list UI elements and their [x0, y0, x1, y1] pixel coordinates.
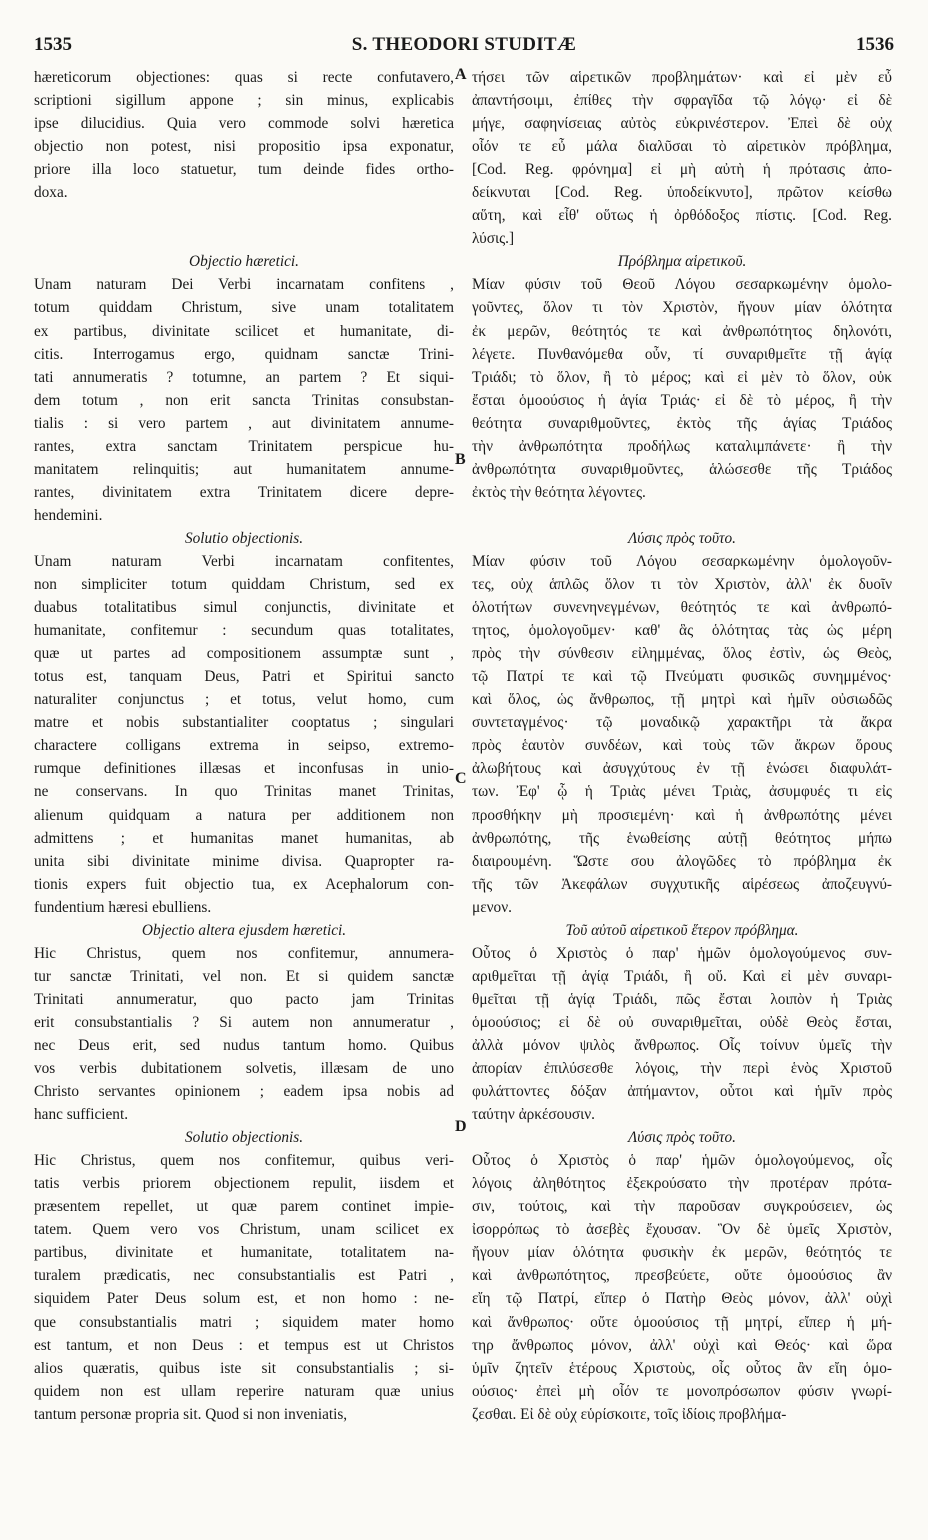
text-line: tionis expers fuit objectio tua, ex Acephalorum con-	[34, 875, 454, 893]
text-line: καὶ ἄνθρωπος· οὔτε ὁμοούσιος τῇ μητρί, εἴπερ ἡ μή-	[472, 1313, 892, 1331]
text-line: tatem. Quem vero vos Christum, unam scilicet ex	[34, 1221, 454, 1239]
text-line: manitatem relinquitis; aut humanitatem annume-	[34, 460, 454, 478]
text-line: ταύτην ἀρκέσουσιν.	[472, 1106, 595, 1124]
latin-objectio-2	[34, 942, 454, 1126]
text-line: Μίαν φύσιν τοῦ Λόγου σεσαρκωμένην ὁμολογοῦν-	[472, 552, 892, 570]
text-line: alienum quidquam a natura per additionem non	[34, 806, 454, 824]
section-heading: Πρόβλημα αἱρετικοῦ.	[617, 253, 747, 271]
text-line: ἰσορρόπως τὸ ἀσεβὲς ἔχουσαν. Ὃν δὲ ὑμεῖς Χριστὸν,	[472, 1221, 892, 1239]
text-line: dem totum , non erit sancta Trinitas consubstan-	[34, 391, 454, 409]
margin-marker: A	[455, 66, 467, 83]
text-line: τὴν ἀνθρωπότητα προδήλως καταλιμπάνετε· ἢ τὴν	[472, 437, 892, 455]
text-line: σιν, τούτοις, καὶ τὴν παροῦσαν συγκρούσειεν, ὡς	[472, 1198, 892, 1216]
text-line: priore illa loco statuetur, tum deinde fides ortho-	[34, 161, 454, 179]
text-line: αριθμεῖται τῇ ἁγίᾳ Τριάδι, ἢ οὔ. Καὶ εἰ μὲν συναρι-	[472, 967, 892, 985]
text-line: tur sanctæ Trinitati, vel non. Et si quidem sanctæ	[34, 967, 454, 985]
running-title: S. THEODORI STUDITÆ	[351, 34, 577, 55]
margin-marker: C	[455, 770, 467, 787]
text-line: γοῦντες, ὅλον τι τὸν Χριστὸν, ἤγουν μίαν ὁλότητα	[472, 299, 892, 317]
text-line: rantes, extra sanctam Trinitatem perspicue hu-	[34, 437, 454, 455]
text-line: erit consubstantialis ? Si autem non annumeratur ,	[34, 1013, 454, 1031]
text-line: vos verbis dubitationem solvetis, illæsam de uno	[34, 1060, 454, 1078]
text-line: ἐκτὸς τὴν θεότητα λέγοντες.	[472, 483, 646, 501]
text-line: que consubstantialis matri ; siquidem mater homo	[34, 1313, 454, 1331]
text-line: humanitate, confitemur : secundum quas totalitates,	[34, 622, 454, 640]
text-line: ούσιος· ἐπεὶ μὴ οἷόν τε μονοπρόσωπον φύσιν γνωρί-	[472, 1382, 892, 1400]
text-line: τητος, ὁμολογοῦμεν· καθ' ἃς ὁλότητας τὰς ὡς μέρη	[472, 622, 892, 640]
text-line: Christo servantes opinionem ; eadem ipsa nobis ad	[34, 1083, 454, 1101]
greek-problema-1	[472, 273, 892, 503]
text-line: rumque definitiones illæsas et inconfusas in unio-	[34, 760, 454, 778]
section-heading: Solutio objectionis.	[184, 1129, 304, 1147]
text-line: Hic Christus, quem nos confitemur, quibus veri-	[34, 1152, 454, 1170]
text-line: alios quæratis, quibus iste sit consubstantialis ; si-	[34, 1359, 454, 1377]
text-line: ex partibus, divinitate scilicet et humanitate, di-	[34, 322, 454, 340]
text-line: est tantum, et non Deus : et tempus est ut Christos	[34, 1336, 454, 1354]
text-line: naturaliter conjunctus ; et totus, velut homo, cum	[34, 691, 454, 709]
text-line: Μίαν φύσιν τοῦ Θεοῦ Λόγου σεσαρκωμένην ὁμολο-	[472, 276, 892, 294]
greek-problema-2	[472, 942, 892, 1126]
text-line: ἀνθρωπότης, τῆς ἑνωθείσης αὐτῇ θεότητος μήπω	[472, 829, 892, 847]
text-line: scriptioni sigillum appone ; sin minus, explicabis	[34, 92, 454, 110]
text-line: εἴη τῷ Πατρί, εἴπερ ὁ Πατὴρ Θεὸς μόνον, ἀλλ' οὐχὶ	[472, 1290, 892, 1308]
text-line: Τριάδι; τὸ ὅλον, ἢ τὸ μέρος; καὶ εἰ μὲν τὸ ὅλον, οὐκ	[472, 368, 892, 386]
text-line: μενον.	[472, 898, 512, 916]
text-line: [Cod. Reg. φρόνημα] εἰ μὴ αὐτὴ ἡ πρότασις ἀπο-	[472, 161, 892, 179]
text-line: hæreticorum objectiones: quas si recte confutavero,	[34, 69, 454, 86]
margin-marker: D	[455, 1118, 467, 1135]
text-line: ὑμῖν ζητεῖν ἑτέρους Χριστοὺς, οἷς οὗτος ἂν εἴη ὁμο-	[472, 1359, 892, 1377]
text-line: charactere colligans extrema in seipso, extremo-	[34, 737, 454, 755]
text-line: ἀλωβήτους καὶ ἀσυγχύτους ἐν τῇ ἑνώσει διαφυλάτ-	[472, 760, 892, 778]
text-line: Unam naturam Dei Verbi incarnatam confitens ,	[34, 276, 454, 294]
section-heading: Λύσις πρὸς τοῦτο.	[628, 1129, 736, 1147]
greek-column	[472, 66, 892, 1426]
text-line: quæ ut partes ad compositionem assumptæ sunt ,	[34, 645, 454, 663]
text-line: ἀλλὰ μόνον ψιλὸς ἄνθρωπος. Οἷς τοίνυν ὑμεῖς τὴν	[472, 1036, 892, 1054]
text-line: φυλάττοντες δόξαν ἀπήμαντον, οὗτοι καὶ ἡμῖν πρὸς	[472, 1083, 892, 1101]
text-line: tantum personæ propria sit. Quod si non inveniatis,	[34, 1405, 348, 1423]
text-line: συντεταγμένος· τῷ μοναδικῷ χαρακτῆρι τὰ ἄκρα	[472, 714, 892, 732]
latin-solutio-1	[34, 550, 454, 919]
section-heading: Solutio objectionis.	[184, 529, 304, 547]
text-line: Οὗτος ὁ Χριστὸς ὁ παρ' ἡμῶν ὁμολογούμενος, οἷς	[472, 1152, 892, 1170]
section-heading: Objectio altera ejusdem hæretici.	[141, 921, 347, 939]
section-heading: Λύσις πρὸς τοῦτο.	[628, 529, 736, 547]
page-number-left: 1535	[34, 34, 72, 55]
text-line: μήγε, σαφηνίσειας αὐτὸς εὐκρινέστερον. Ἐπεὶ δὲ οὐχ	[472, 115, 892, 133]
text-line: tati annumeratis ? totumne, an partem ? Et siqui-	[34, 368, 454, 386]
text-line: citis. Interrogamus ergo, quidnam sanctæ Trini-	[34, 345, 454, 363]
text-line: δείκνυται [Cod. Reg. ὑποδείκνυτο], πρῶτον κείσθω	[472, 184, 892, 202]
text-line: καὶ ἀνθρωπότητος, πρεσβεύετε, οὔτε ὁμοούσιος ἂν	[472, 1267, 892, 1285]
latin-intro	[34, 66, 454, 204]
text-line: quidem non est ullam reperire naturam quæ unius	[34, 1382, 454, 1400]
page-number-right: 1536	[856, 34, 894, 55]
text-line: tatis verbis priorem objectionem repulit, iisdem et	[34, 1175, 454, 1193]
text-line: ἐκ μερῶν, θεότητός τε καὶ ἀνθρωπότητος δηλονότι,	[472, 322, 892, 340]
text-line: ἀνθρωπότητα συναριθμοῦντες, ἁλώσεσθε τῆς Τριάδος	[472, 460, 892, 478]
text-line: τηρ ἄνθρωπος μόνον, ἀλλ' οὐχὶ καὶ Θεός· καὶ ὥρα	[472, 1336, 892, 1354]
latin-solutio-2	[34, 1149, 454, 1426]
text-line: τῆς τῶν Ἀκεφάλων συγχυτικῆς αἱρέσεως ἀποζευγνύ-	[472, 875, 892, 893]
latin-objectio-1	[34, 273, 454, 527]
text-line: hendemini.	[34, 506, 103, 524]
text-line: προσθήκην μὴ προσιεμένη· καὶ ἡ ἀνθρωπότης μένει	[472, 806, 892, 824]
text-line: καὶ ὅλος, ὡς ἄνθρωπος, τῇ μητρὶ καὶ ἡμῖν οὐσιωδῶς	[472, 691, 892, 709]
text-line: οἷόν τε εὖ μάλα διαλῦσαι τὸ αἱρετικὸν πρόβλημα,	[472, 138, 892, 156]
text-line: ipse dilucidius. Quia vero commode solvi hæretica	[34, 115, 454, 133]
greek-lysis-1	[472, 550, 892, 919]
text-line: partibus, divinitate et humanitate, totalitatem na-	[34, 1244, 454, 1262]
text-line: τῷ Πατρί τε καὶ τῷ Πνεύματι φυσικῶς συνημμένος·	[472, 668, 892, 686]
text-line: non simpliciter totum quiddam Christum, sed ex	[34, 576, 454, 594]
text-line: rantes, divinitatem extra Trinitatem dicere depre-	[34, 483, 454, 501]
text-line: τήσει τῶν αἱρετικῶν προβλημάτων· καὶ εἰ μὲν εὖ	[472, 69, 892, 86]
text-line: tialis : si vero partem , aut divinitatem annume-	[34, 414, 454, 432]
text-line: διαιρουμένη. Ὥστε σου ἀλογῶδες τὸ πρόβλημα ἐκ	[472, 852, 892, 870]
text-line: ὁμοούσιος; εἰ δὲ οὐ συναριθμεῖται, οὐδὲ Θεὸς ἔσται,	[472, 1013, 892, 1031]
text-line: ὁλοτήτων συνενηνεγμένων, θεότητός τε καὶ ἀνθρωπό-	[472, 599, 892, 617]
text-line: λόγοις ἀληθότητος ἐξεκρούσατο τὴν προτέραν πρότα-	[472, 1175, 892, 1193]
text-line: ζεσθαι. Εἰ δὲ οὐχ εὑρίσκοιτε, τοῖς ἰδίοις προβλήμα-	[472, 1405, 787, 1423]
text-line: θεότητα συναριθμοῦντες, ἐκτὸς τῆς ἁγίας Τριάδος	[472, 414, 892, 432]
text-line: Hic Christus, quem nos confitemur, annumera-	[34, 944, 454, 962]
text-line: λέγετε. Πυνθανόμεθα οὖν, τί συναριθμεῖτε τῇ ἁγίᾳ	[472, 345, 892, 363]
text-line: siquidem Pater Deus solum est, et non homo : ne-	[34, 1290, 454, 1308]
text-line: nec Deus erit, sed nudus tantum homo. Quibus	[34, 1036, 454, 1054]
text-line: αὕτη, καὶ εἶθ' οὕτως ἡ ὀρθόδοξος πίστις. [Cod. Reg.	[472, 207, 892, 225]
margin-marker: B	[455, 451, 466, 468]
text-line: Unam naturam Verbi incarnatam confitentes,	[34, 552, 454, 570]
text-line: πρὸς τὴν σύνθεσιν εἰλημμένας, ὅλος ἐστὶν, ὡς Θεὸς,	[472, 645, 892, 663]
text-line: Οὗτος ὁ Χριστὸς ὁ παρ' ἡμῶν ὁμολογούμενος συν-	[472, 944, 892, 962]
text-line: matre et nobis substantialiter cooptatus ; singulari	[34, 714, 454, 732]
text-line: πρὸς ἑαυτὸν συνδέων, καὶ τοὺς τῶν ἄκρων ὅρους	[472, 737, 892, 755]
latin-column	[34, 66, 454, 1426]
text-line: turalem prædicatis, nec consubstantialis est Patri ,	[34, 1267, 454, 1285]
text-line: ne conservans. In quo Trinitas manet Trinitas,	[34, 783, 454, 801]
text-line: ἤγουν μίαν ὁλότητα φυσικὴν ἐκ μερῶν, θεότητός τε	[472, 1244, 892, 1262]
text-line: duabus totalitatibus simul conjunctis, divinitate et	[34, 599, 454, 617]
text-line: fundentium hæresi ebulliens.	[34, 898, 212, 916]
greek-lysis-2	[472, 1149, 892, 1426]
text-line: των. Ἐφ' ᾧ ἡ Τριὰς μένει Τριὰς, ἀσυμφυές τι εἰς	[472, 783, 892, 801]
text-line: ἀπορίαν ἐπιλύσεσθε λόγοις, τὴν περὶ ἑνὸς Χριστοῦ	[472, 1060, 892, 1078]
text-line: unita sibi divinitate minime divisa. Quapropter ra-	[34, 852, 454, 870]
text-line: Trinitati annumeratur, quo pacto jam Trinitas	[34, 990, 454, 1008]
greek-intro	[472, 66, 892, 250]
section-heading: Objectio hæretici.	[189, 253, 299, 271]
page-header	[34, 34, 894, 64]
text-line: θμεῖται τῇ ἁγίᾳ Τριάδι, πῶς ἔσται λοιπὸν ἡ Τριὰς	[472, 990, 892, 1008]
text-line: totum quiddam Christum, sive unam totalitatem	[34, 299, 454, 317]
text-line: præsentem repellet, ut quæ parem continet impie-	[34, 1198, 454, 1216]
text-line: totus est, tanquam Deus, Patri et Spiritui sancto	[34, 668, 454, 686]
text-line: λύσις.]	[472, 230, 515, 248]
section-heading: Τοῦ αὐτοῦ αἱρετικοῦ ἕτερον πρόβλημα.	[565, 921, 799, 939]
text-line: admittens ; et humanitas manet humanitas, ab	[34, 829, 454, 847]
text-line: hanc sufficient.	[34, 1106, 129, 1124]
text-line: doxa.	[34, 184, 68, 202]
text-line: τες, οὐχ ἁπλῶς ὅλον τι τὸν Χριστὸν, ἀλλ' ἐκ δυοῖν	[472, 576, 892, 594]
text-line: objectio non potest, nisi propositio ipsa exponatur,	[34, 138, 454, 156]
text-line: ἔσται ὁμοούσιος ἡ ἁγία Τριάς· εἰ δὲ τὸ μέρος, ἢ τὴν	[472, 391, 892, 409]
text-line: ἀπαντήσοιμι, ἐπίθες τὴν σφραγῖδα τῷ λόγῳ· εἰ δὲ	[472, 92, 892, 110]
